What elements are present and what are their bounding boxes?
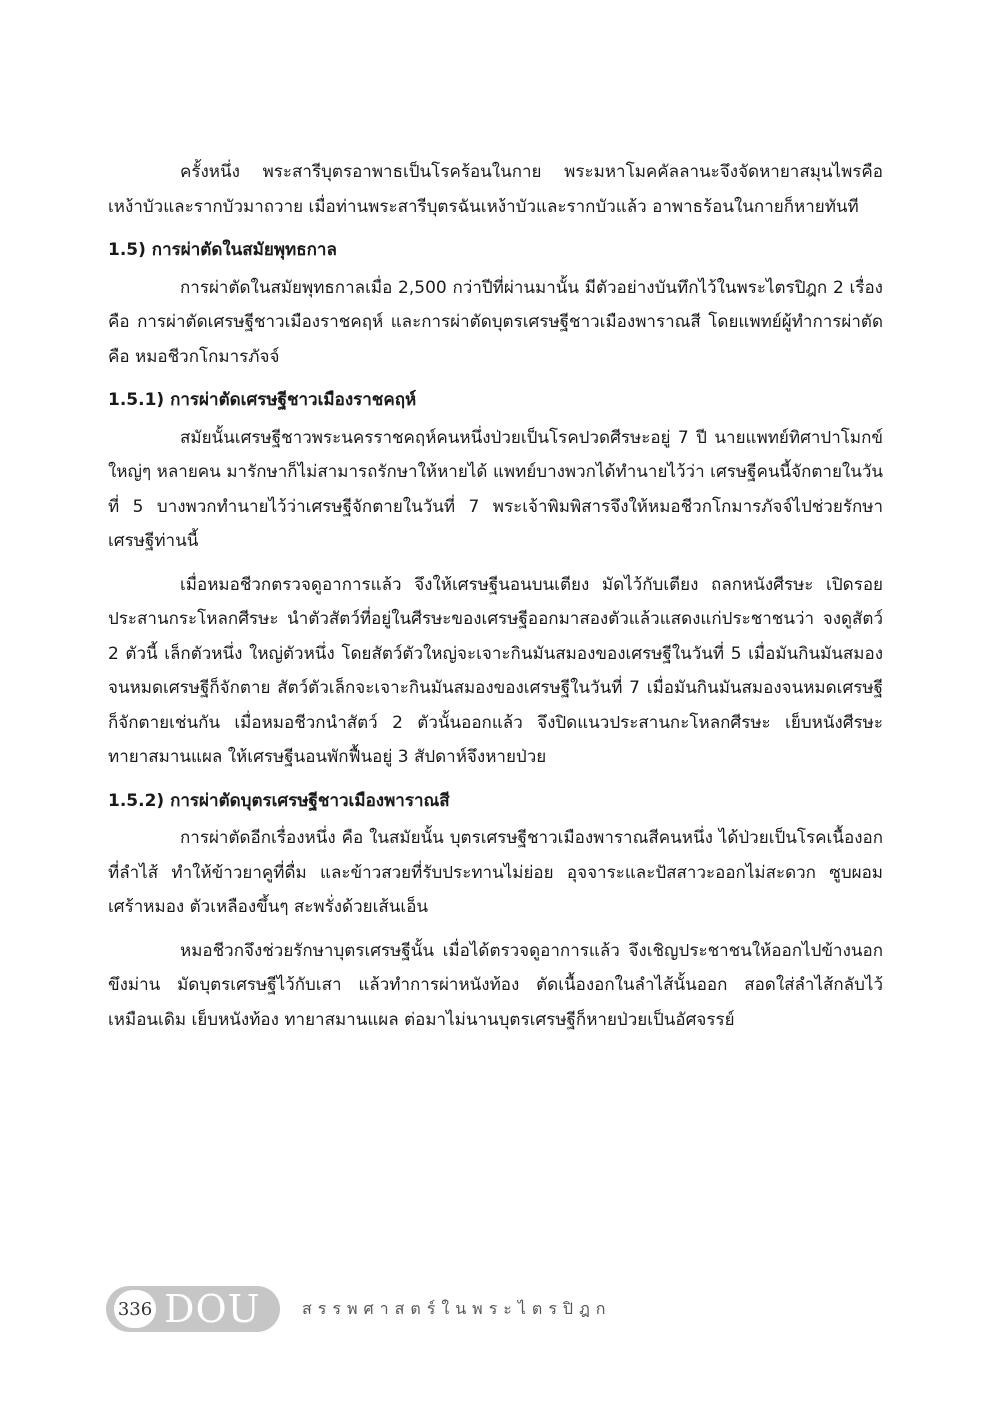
section-heading-1-5-2: 1.5.2) การผ่าตัดบุตรเศรษฐีชาวเมืองพาราณสี [108, 790, 450, 811]
paragraph-rajagaha-2: เมื่อหมอชีวกตรวจดูอาการแล้ว จึงให้เศรษฐีนอนบนเตียง มัดไว้กับเตียง ถลกหนังศีรษะ เปิดรอยประสานกระโหลกศีรษะ นำตัวสัตว์ที่อยู่ในศีรษะของเศรษฐีออกมาสองตัวแล้วแสดงแก่ประชาชนว่า จงดูสัตว์ 2 ตัวนี้ เล็กตัวหนึ่ง ใหญ่ตัวหนึ่ง โดยสัตว์ตัวใหญ่จะเจาะกินมันสมองของเศรษฐีในวันที่ 5 เมื่อมันกินมันสมองจนหมดเศรษฐีก็จักตาย สัตว์ตัวเล็กจะเจาะกินมันสมองของเศรษฐีในวันที่ 7 เมื่อมันกินมันสมองจนหมดเศรษฐีก็จักตายเช่นกัน เมื่อหมอชีวกนำสัตว์ 2 ตัวนั้นออกแล้ว จึงปิดแนวประสานกะโหลกศีรษะ เย็บหนังศีรษะ ทายาสมานแผล ให้เศรษฐีนอนพักฟื้นอยู่ 3 สัปดาห์จึงหายป่วย [108, 574, 883, 767]
section-heading-1-5: 1.5) การผ่าตัดในสมัยพุทธกาล [108, 240, 337, 260]
paragraph-surgery-overview: การผ่าตัดในสมัยพุทธกาลเมื่อ 2,500 กว่าปีที่ผ่านมานั้น มีตัวอย่างบันทึกไว้ในพระไตรปิฎก 2 เรื่อง คือ การผ่าตัดเศรษฐีชาวเมืองราชคฤห์ และการผ่าตัดบุตรเศรษฐีชาวเมืองพาราณสี โดยแพทย์ผู้ทำการผ่าตัด คือ หมอชีวกโกมารภัจจ์ [108, 277, 883, 367]
section-heading-1-5-1: 1.5.1) การผ่าตัดเศรษฐีชาวเมืองราชคฤห์ [108, 390, 417, 410]
paragraph-intro: ครั้งหนึ่ง พระสารีบุตรอาพาธเป็นโรคร้อนในกาย พระมหาโมคคัลลานะจึงจัดหายาสมุนไพรคือเหง้าบัวและรากบัวมาถวาย เมื่อท่านพระสารีบุตรฉันเหง้าบัวและรากบัวแล้ว อาพาธร้อนในกายก็หายทันที [108, 162, 883, 217]
book-title: สรรพศาสตร์ในพระไตรปิฎก [302, 1298, 612, 1318]
page-number: 336 [114, 1290, 156, 1328]
paragraph-varanasi-2: หมอชีวกจึงช่วยรักษาบุตรเศรษฐีนั้น เมื่อได้ตรวจดูอาการแล้ว จึงเชิญประชาชนให้ออกไปข้างนอก ขึงม่าน มัดบุตรเศรษฐีไว้กับเสา แล้วทำการผ่าหนังท้อง ตัดเนื้องอกในลำไส้นั้นออก สอดใส่ลำไส้กลับไว้เหมือนเดิม เย็บหนังท้อง ทายาสมานแผล ต่อมาไม่นานบุตรเศรษฐีก็หายป่วยเป็นอัศจรรย์ [108, 940, 883, 1030]
page-body [108, 155, 883, 1037]
dou-badge [106, 1286, 280, 1332]
page-footer [106, 1282, 612, 1336]
paragraph-rajagaha-1: สมัยนั้นเศรษฐีชาวพระนครราชคฤห์คนหนึ่งป่วยเป็นโรคปวดศีรษะอยู่ 7 ปี นายแพทย์ทิศาปาโมกข์ใหญ่ๆ หลายคน มารักษาก็ไม่สามารถรักษาให้หายได้ แพทย์บางพวกได้ทำนายไว้ว่า เศรษฐีคนนี้จักตายในวันที่ 5 บางพวกทำนายไว้ว่าเศรษฐีจักตายในวันที่ 7 พระเจ้าพิมพิสารจึงให้หมอชีวกโกมารภัจจ์ไปช่วยรักษาเศรษฐีท่านนี้ [108, 427, 883, 551]
paragraph-varanasi-1: การผ่าตัดอีกเรื่องหนึ่ง คือ ในสมัยนั้น บุตรเศรษฐีชาวเมืองพาราณสีคนหนึ่ง ได้ป่วยเป็นโรคเนื้องอกที่ลำไส้ ทำให้ข้าวยาคูที่ดื่ม และข้าวสวยที่รับประทานไม่ย่อย อุจจาระและปัสสาวะออกไม่สะดวก ซูบผอม เศร้าหมอง ตัวเหลืองขึ้นๆ สะพรั่งด้วยเส้นเอ็น [108, 828, 883, 917]
dou-logo: DOU [164, 1287, 261, 1331]
